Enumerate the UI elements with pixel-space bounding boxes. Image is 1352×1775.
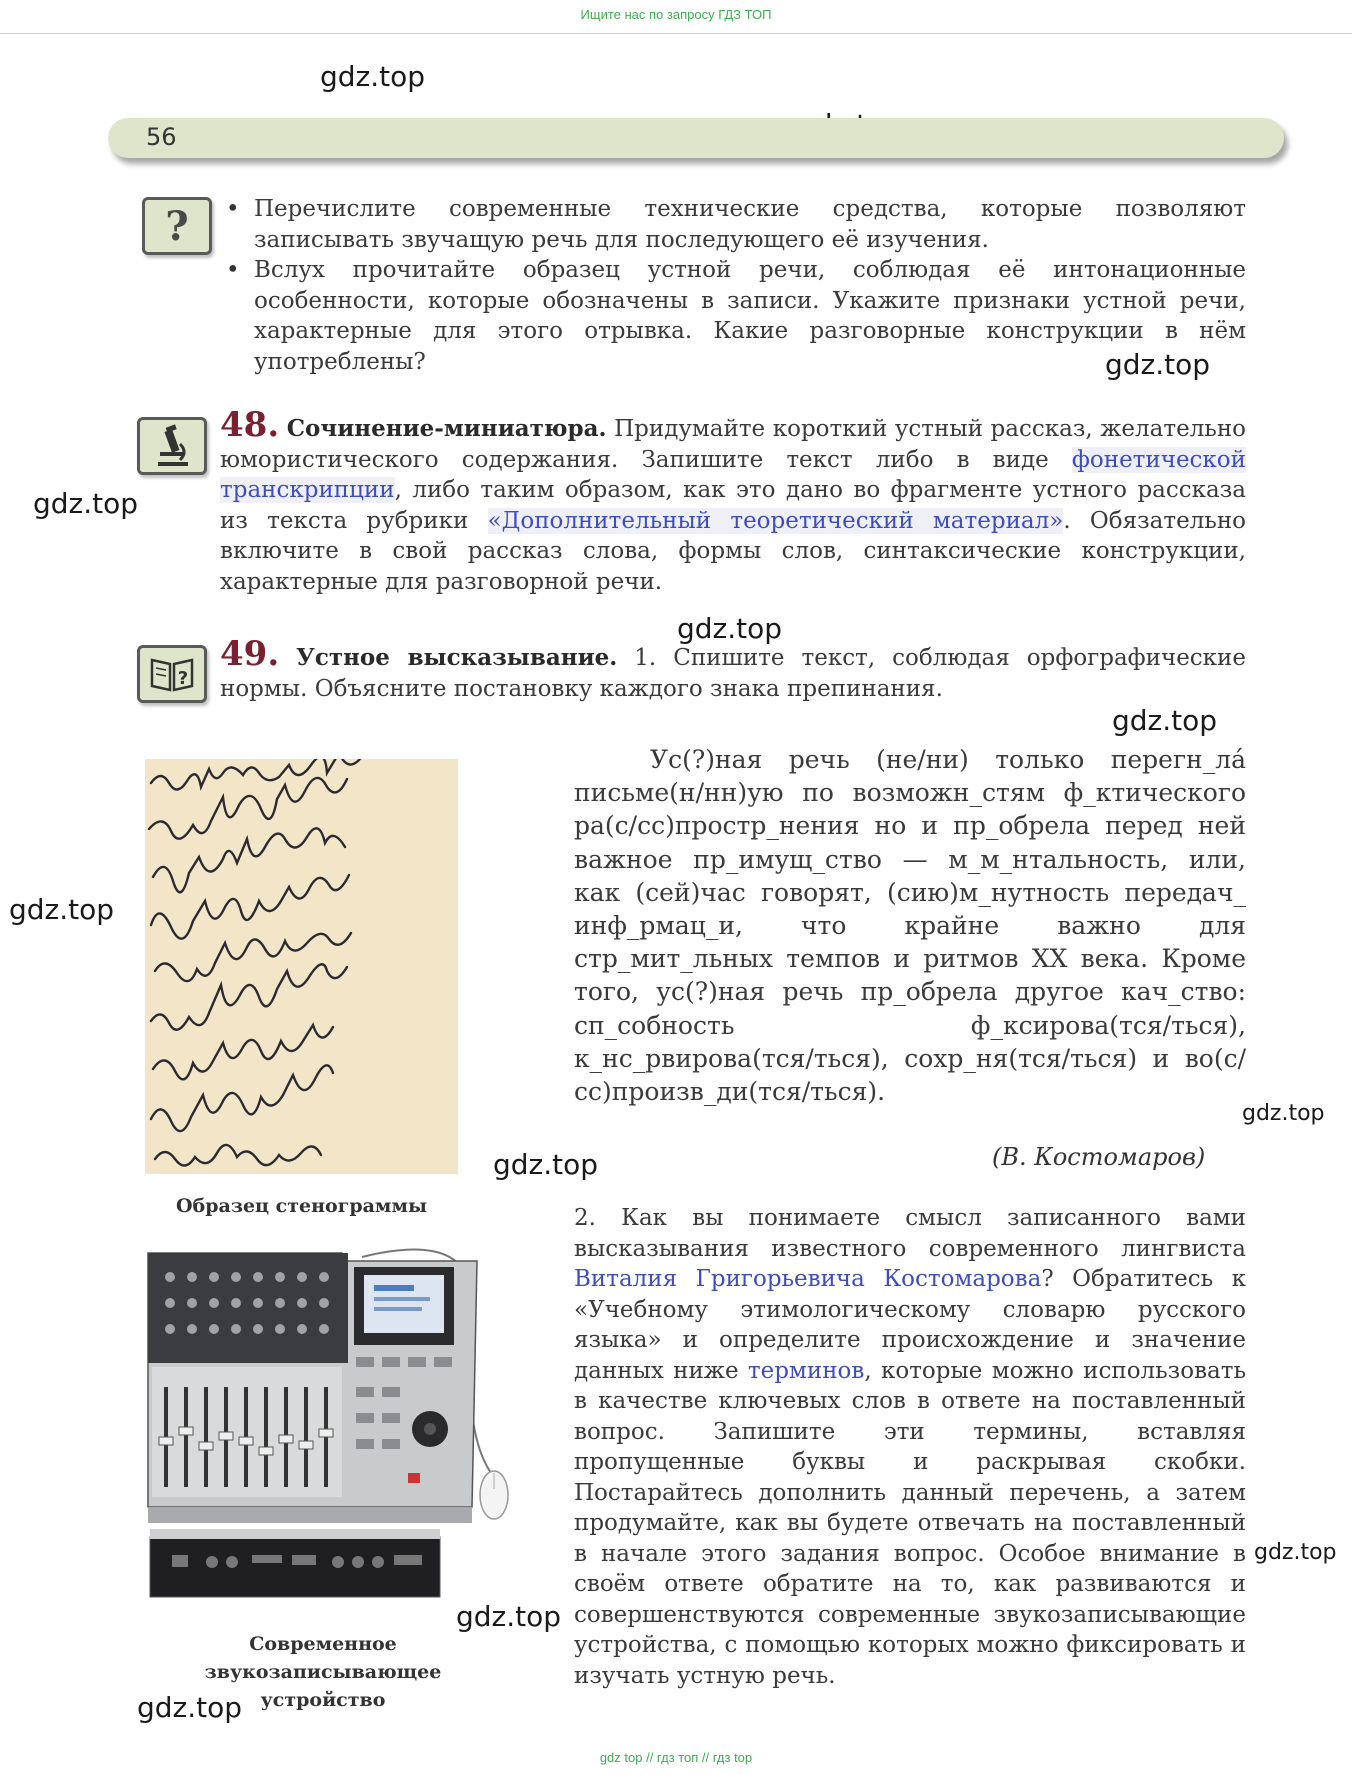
watermark: gdz.top: [493, 1148, 599, 1181]
watermark: gdz.top: [33, 487, 139, 520]
watermark: gdz.top: [9, 893, 115, 926]
microscope-icon: [137, 417, 207, 475]
open-book-question-icon: [137, 645, 207, 703]
dictation-text: Ус(?)ная речь (не/ни) только перегн_ла́ письме(н/нн)ую по возможн_стям ф_ктического ра(с/сс)простр_нения но и пр_обрела перед ней важное пр_имущ_ство — м_м_нтальность, или, как (сей)час говорят, (сию)м_нутность передач_ инф_рмац_и, что крайне важно для стр_мит_льных темпов и ритмов XX века. Кроме того, ус(?)ная речь пр_обрела другое кач_ство: сп_собность ф_ксирова(тся/ться), к_нс_рвирова(тся/ться), сохр_ня(тся/ться) и во(с/сс)произв_ди(тся/ться).: [574, 745, 1246, 1107]
exercise-title: Устное высказывание.: [296, 644, 618, 671]
watermark: gdz.top: [1242, 1101, 1325, 1126]
questions-block: [220, 194, 1246, 377]
page-header-bar: [108, 118, 1284, 158]
kostomarov-link[interactable]: Виталия Григорьевича Костомарова: [574, 1266, 1042, 1292]
theory-material-link[interactable]: «Дополнительный теоретический материал»: [487, 507, 1064, 534]
question-mark-icon: [142, 197, 212, 255]
exercise-text: , либо таким образом, как это дано во фрагменте устного рассказа из текста рубрики: [220, 477, 1246, 534]
exercise-text: Придумайте короткий устный рассказ, желательно юмористического содержания. Запишите текст либо в виде: [220, 416, 1247, 473]
watermark: gdz.top: [1254, 1540, 1337, 1565]
exercise-number: 49.: [220, 634, 280, 674]
svg-text:?: ?: [177, 668, 189, 689]
exercise-number: 48.: [220, 405, 280, 445]
phonetic-transcription-link[interactable]: фонетической транскрипции: [220, 446, 1246, 503]
watermark: gdz.top: [1112, 704, 1218, 737]
terms-link[interactable]: терминов: [747, 1357, 865, 1384]
svg-text:?: ?: [165, 204, 189, 248]
watermark: gdz.top: [677, 612, 783, 645]
stenogram-caption: Образец стенограммы: [176, 1195, 427, 1217]
watermark: gdz.top: [137, 1691, 243, 1724]
stenogram-image: [145, 759, 458, 1174]
watermark: gdz.top: [1105, 348, 1211, 381]
question-item: • Перечислите современные технические средства, которые позволяют записывать звучащую речь для последующего её изучения.: [220, 194, 1246, 255]
device-caption: Современное звукозаписывающее устройство: [204, 1633, 442, 1711]
exercise-49-intro: [220, 634, 1247, 704]
exercise-title: Сочинение-миниатюра.: [286, 415, 607, 442]
task-2: [574, 1203, 1246, 1691]
exercise-text: . Обязательно включите в свой рассказ слова, формы слов, синтаксические конструкции, характерные для разговорной речи.: [220, 507, 1247, 595]
page-number: 56: [146, 123, 177, 151]
top-banner[interactable]: Ищите нас по запросу ГДЗ ТОП: [0, 0, 1352, 34]
question-item: • Вслух прочитайте образец устной речи, соблюдая её интонационные особенности, которые обозначены в записи. Укажите признаки устной речи, характерные для этого отрывка. Какие разговорные конструкции в нём употреблены?: [220, 255, 1246, 377]
watermark: gdz.top: [320, 60, 426, 93]
exercise-48: [220, 405, 1247, 597]
exercise-text: 1. Спишите текст, соблюдая орфографические нормы. Объясните постановку каждого знака препинания.: [220, 645, 1247, 702]
watermark: gdz.top: [456, 1600, 562, 1633]
task-text: , которые можно использовать в качестве ключевых слов в ответе на поставленный вопрос. Запишите эти термины, вставляя пропущенные буквы и раскрывая скобки. Постарайтесь дополнить данный перечень, а затем продумайте, как вы будете отвечать на поставленный в начале этого задания вопрос. Особое внимание в своём ответе обратите на то, как развиваются и совершенствуются современные звукозаписывающие устройства, с помощью которых можно фиксировать и изучать устную речь.: [574, 1357, 1246, 1689]
task-text: 2. Как вы понимаете смысл записанного вами высказывания известного современного лингвиста: [574, 1205, 1246, 1262]
recording-device-image: [142, 1237, 524, 1622]
task-text: ? Обратитесь к «Учебному этимологическому словарю русского языка» и определите происхождение и значение данных ниже: [574, 1266, 1247, 1384]
footer-links[interactable]: gdz top // гдз топ // гдз top: [599, 1750, 753, 1765]
text-author: (В. Костомаров): [992, 1143, 1206, 1171]
